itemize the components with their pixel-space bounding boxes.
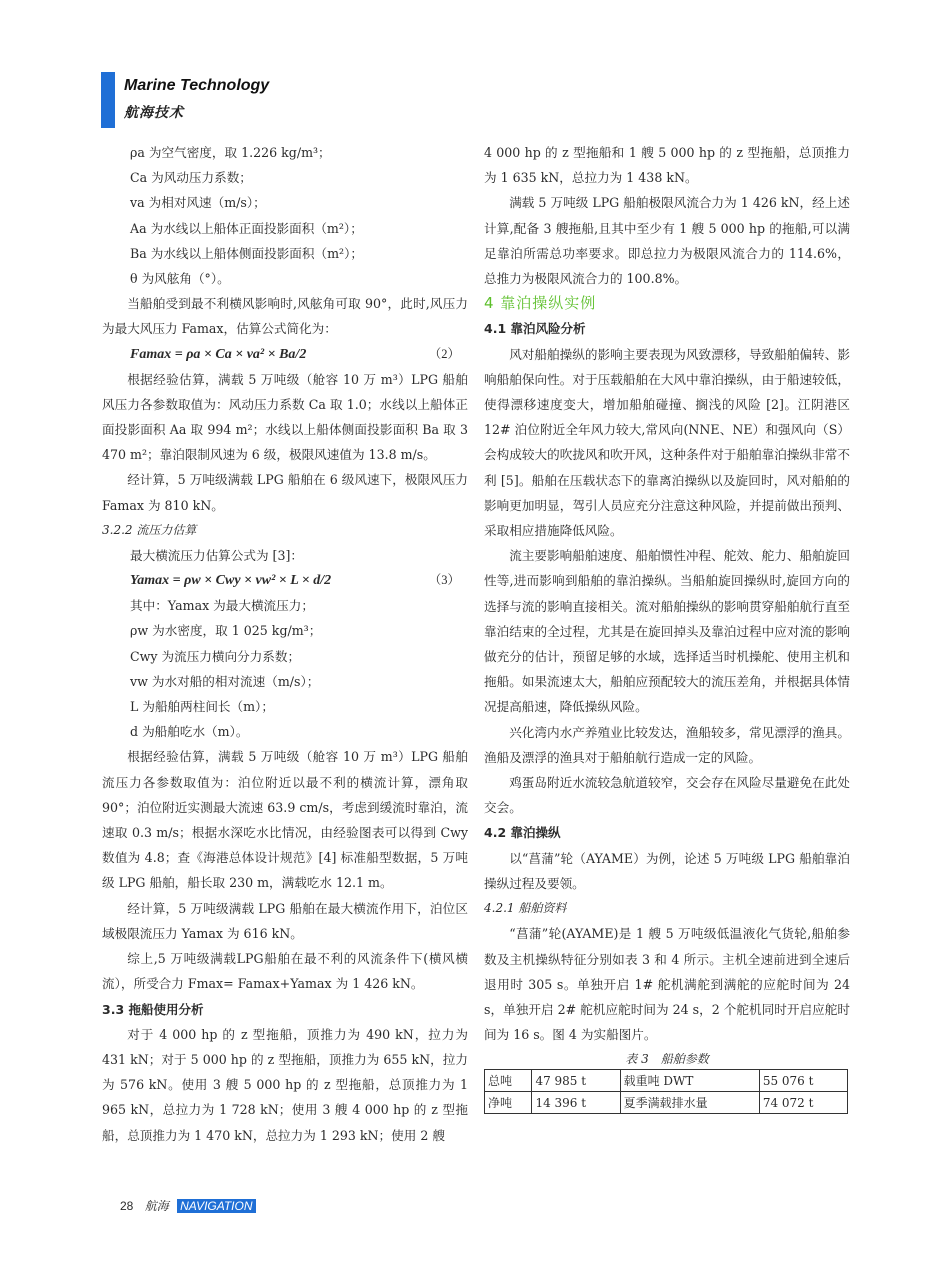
paragraph: 满载 5 万吨级 LPG 船舶极限风流合力为 1 426 kN，经上述计算,配备 3 艘拖船,且其中至少有 1 艘 5 000 hp 的拖船,可以满足靠泊所需总功率要求。即总拉力为极限风流合力的 114.6%，总推力为极限风流合力的 100.8%。: [484, 195, 850, 287]
formula-3-number: （3）: [428, 573, 460, 588]
section-heading: 4.1 靠泊风险分析: [484, 321, 586, 337]
journal-title-en: Marine Technology: [124, 77, 270, 94]
table-row: [485, 1070, 848, 1092]
table-cell: 47 985 t: [532, 1070, 620, 1092]
definition-line: d 为船舶吃水（m）。: [130, 724, 249, 740]
paragraph: 4 000 hp 的 z 型拖船和 1 艘 5 000 hp 的 z 型拖船，总顶推力为 1 635 kN，总拉力为 1 438 kN。: [484, 145, 850, 186]
definition-line: ρw 为水密度，取 1 025 kg/m³；: [130, 623, 322, 639]
paragraph: “菖蒲”轮(AYAME)是 1 艘 5 万吨级低温液化气货轮,船舶参数及主机操纵特征分别如表 3 和 4 所示。主机全速前进到全速后退用时 305 s。单独开启 1# 舵机满舵到满舵的应舵时间为 24 s，单独开启 2# 舵机应舵时间为 24 s，2 个舵机同时开启应舵时间为 16 s。图 4 为实船图片。: [484, 926, 850, 1043]
table-caption: 表 3 船舶参数: [625, 1052, 709, 1067]
brand-color-bar: [101, 72, 115, 128]
paragraph: 以“菖蒲”轮（AYAME）为例，论述 5 万吨级 LPG 船舶靠泊操纵过程及要领。: [484, 850, 850, 891]
page-footer: [120, 1197, 256, 1214]
table-cell: 净吨: [485, 1092, 532, 1114]
definition-line: Cwy 为流压力横向分力系数；: [130, 648, 301, 664]
section-heading: 3.3 拖船使用分析: [102, 1001, 204, 1017]
definition-line: L 为船舶两柱间长（m）；: [130, 699, 274, 715]
paragraph: 兴化湾内水产养殖业比较发达，渔船较多，常见漂浮的渔具。渔船及漂浮的渔具对于船舶航行造成一定的风险。: [484, 724, 850, 765]
definition-line: Ca 为风动压力系数；: [130, 170, 252, 186]
formula-2-number: （2）: [428, 346, 460, 361]
definition-line: ρa 为空气密度，取 1.226 kg/m³；: [130, 145, 331, 160]
definition-line: θ 为风舷角（°）。: [130, 271, 230, 287]
paragraph: 鸡蛋岛附近水流较急航道较窄，交会存在风险尽量避免在此处交会。: [484, 775, 850, 816]
page-number: 28: [120, 1199, 134, 1213]
formula-2: [102, 342, 468, 367]
paragraph: 风对船舶操纵的影响主要表现为风致漂移，导致船舶偏转、影响船舶保向性。对于压载船舶在大风中靠泊操纵，由于船速较低，使得漂移速度变大，增加船舶碰撞、搁浅的风险 [2]。江阴港区 12# 泊位附近全年风力较大,常风向(NNE、NE）和强风向（S）会构成较大的吹拢风和吹开风，这种条件对于船舶靠泊操纵非常不利 [5]。船舶在压载状态下的靠离泊操纵以及旋回时，风对船舶的影响更加明显，驾引人员应充分注意这种风险，并提前做出预判、采取相应措施降低风险。: [484, 346, 850, 539]
paragraph: 经计算，5 万吨级满载 LPG 船舶在最大横流作用下，泊位区域极限流压力 Yamax 为 616 kN。: [102, 900, 468, 941]
formula-3: [102, 568, 468, 593]
paragraph: 对于 4 000 hp 的 z 型拖船，顶推力为 490 kN，拉力为 431 kN；对于 5 000 hp 的 z 型拖船，顶推力为 655 kN，拉力为 576 kN。使用 3 艘 5 000 hp 的 z 型拖船，总顶推力为 1 965 kN，总拉力为 1 728 kN；使用 3 艘 4 000 hp 的 z 型拖船，总顶推力为 1 470 kN，总拉力为 1 293 kN；使用 2 艘: [102, 1026, 468, 1143]
definition-line: va 为相对风速（m/s）；: [130, 195, 266, 211]
paragraph: 根据经验估算，满载 5 万吨级（舱容 10 万 m³）LPG 船舶风压力各参数取值为：风动压力系数 Ca 取 1.0；水线以上船体正面投影面积 Aa 取 994 m²；水线以上船体侧面投影面积 Ba 取 3 470 m²；靠泊限制风速为 6 级，极限风速值为 13.8 m/s。: [102, 371, 468, 463]
definition-line: Ba 为水线以上船体侧面投影面积（m²）；: [130, 245, 363, 261]
footer-journal-cn: 航海: [144, 1199, 169, 1213]
definition-line: Aa 为水线以上船体正面投影面积（m²）；: [130, 220, 363, 236]
paragraph: 经计算，5 万吨级满载 LPG 船舶在 6 级风速下，极限风压力 Famax 为 810 kN。: [102, 472, 468, 513]
footer-journal-en: NAVIGATION: [177, 1199, 255, 1213]
table-cell: 夏季满载排水量: [620, 1092, 759, 1114]
ship-parameters-table: [484, 1069, 848, 1114]
subsection-heading: 4.2.1 船舶资料: [484, 901, 567, 916]
paragraph: 根据经验估算，满载 5 万吨级（舱容 10 万 m³）LPG 船舶流压力各参数取值为：泊位附近以最不利的横流计算，漂角取 90°；泊位附近实测最大流速 63.9 cm/s，考虑到缓流时靠泊，流速取 0.3 m/s；根据水深吃水比情况，由经验图表可以得到 Cwy 数值为 4.8；查《海港总体设计规范》[4] 标准船型数据，5 万吨级 LPG 船舶，船长取 230 m，满载吃水 12.1 m。: [102, 749, 468, 891]
table-cell: 14 396 t: [532, 1092, 620, 1114]
table-row: [485, 1092, 848, 1114]
paragraph: 综上,5 万吨级满载LPG船舶在最不利的风流条件下(横风横流），所受合力 Fmax= Famax+Yamax 为 1 426 kN。: [102, 951, 468, 992]
paragraph: 当船舶受到最不利横风影响时,风舷角可取 90°，此时,风压力为最大风压力 Famax，估算公式简化为：: [102, 296, 468, 337]
formula-3-expression: Yamax = ρw × Cwy × vw² × L × d/2: [130, 573, 332, 589]
left-column: [102, 140, 468, 1148]
table-cell: 载重吨 DWT: [620, 1070, 759, 1092]
definition-line: vw 为水对船的相对流速（m/s）；: [130, 673, 320, 689]
paragraph: 流主要影响船舶速度、船舶惯性冲程、舵效、舵力、船舶旋回性等,进而影响到船舶的靠泊操纵。当船舶旋回操纵时,旋回方向的选择与流的影响直接相关。流对船舶操纵的影响贯穿船舶航行直至靠泊结束的全过程，尤其是在旋回掉头及靠泊过程中应对流的影响做充分的估计，预留足够的水域，选择适当时机操舵、使用主机和拖船。如果流速太大，船舶应预配较大的流压差角，并根据具体情况提高船速，降低操纵风险。: [484, 548, 850, 715]
paragraph: 最大横流压力估算公式为 [3]：: [130, 548, 303, 564]
formula-2-expression: Famax = ρa × Ca × va² × Ba/2: [130, 346, 307, 362]
chapter-heading: 4 靠泊操纵实例: [484, 294, 597, 313]
definition-line: 其中：Yamax 为最大横流压力；: [130, 598, 314, 614]
table-cell: 74 072 t: [759, 1092, 847, 1114]
table-cell: 总吨: [485, 1070, 532, 1092]
subsection-heading: 3.2.2 流压力估算: [102, 522, 197, 537]
table-cell: 55 076 t: [759, 1070, 847, 1092]
section-heading: 4.2 靠泊操纵: [484, 825, 561, 841]
right-column: [484, 140, 850, 1114]
journal-title-cn: 航海技术: [124, 105, 184, 121]
